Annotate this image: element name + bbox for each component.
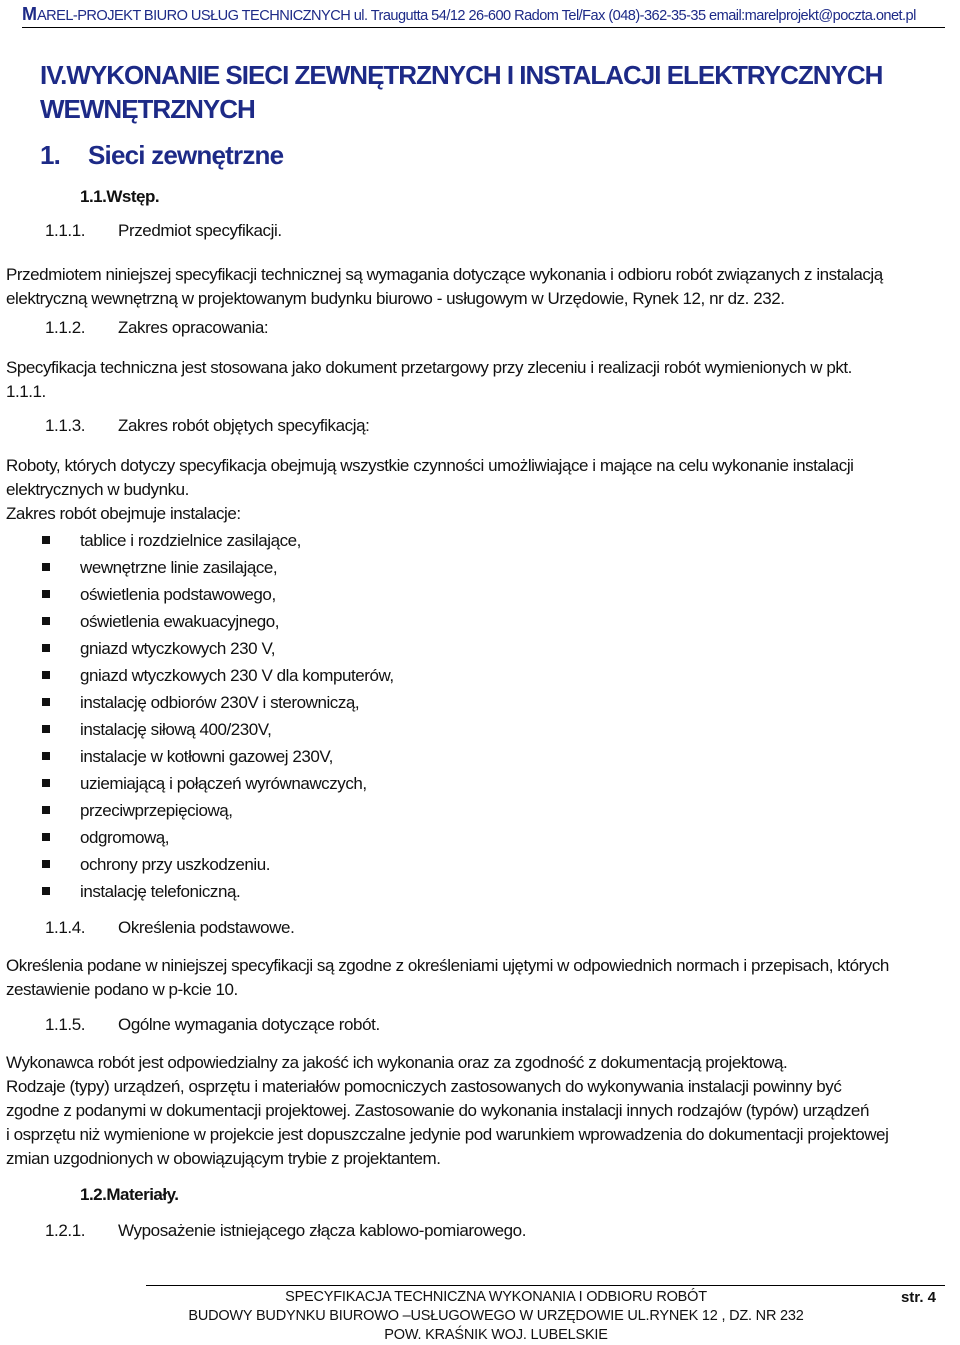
square-bullet-icon [42, 536, 50, 544]
footer-divider [146, 1285, 945, 1286]
page-number: str. 4 [900, 1289, 936, 1306]
letterhead-text: AREL-PROJEKT BIURO USŁUG TECHNICZNYCH ul. Traugutta 54/12 26-600 Radom Tel/Fax (048)-362-35-35 email:marelprojekt@poczta.onet.pl [37, 8, 916, 24]
paragraph-1-1-5 [6, 1051, 954, 1171]
footer [146, 1288, 846, 1345]
heading-1-1-2 [45, 318, 268, 338]
subchapter-heading-materials: 1.2.Materiały. [80, 1185, 179, 1204]
paragraph-line: Zakres robót obejmuje instalacje: [6, 504, 241, 523]
list-item: uziemiającą i połączeń wyrównawczych, [42, 770, 394, 797]
paragraph-line: elektrycznych w budynku. [6, 480, 189, 499]
square-bullet-icon [42, 887, 50, 895]
paragraph-1-1-3 [6, 454, 954, 526]
list-item: tablice i rozdzielnice zasilające, [42, 527, 394, 554]
heading-title: Ogólne wymagania dotyczące robót. [118, 1015, 380, 1034]
heading-number: 1.1.4. [45, 918, 86, 937]
heading-number: 1.2.1. [45, 1221, 86, 1240]
list-item: wewnętrzne linie zasilające, [42, 554, 394, 581]
heading-1-1-5 [45, 1015, 380, 1035]
square-bullet-icon [42, 590, 50, 598]
square-bullet-icon [42, 725, 50, 733]
square-bullet-icon [42, 779, 50, 787]
heading-title: Wyposażenie istniejącego złącza kablowo-pomiarowego. [118, 1221, 527, 1240]
list-item: instalację odbiorów 230V i sterowniczą, [42, 689, 394, 716]
paragraph-1-1-1 [6, 263, 954, 311]
paragraph-line: Specyfikacja techniczna jest stosowana jako dokument przetargowy przy zleceniu i realizacji robót wymienionych w pkt. [6, 358, 852, 377]
heading-1-1-1 [45, 221, 282, 241]
paragraph-line: elektryczną wewnętrzną w projektowanym budynku biurowo - usługowym w Urzędowie, Rynek 12, nr dz. 232. [6, 289, 785, 308]
footer-line: SPECYFIKACJA TECHNICZNA WYKONANIA I ODBIORU ROBÓT [285, 1289, 707, 1305]
square-bullet-icon [42, 806, 50, 814]
heading-title: Zakres opracowania: [118, 318, 269, 337]
paragraph-line: Rodzaje (typy) urządzeń, osprzętu i materiałów pomocniczych zastosowanych do wykonywania instalacji powinny być [6, 1077, 842, 1096]
heading-number: 1.1.5. [45, 1015, 86, 1034]
paragraph-line: Określenia podane w niniejszej specyfikacji są zgodne z określeniami ujętymi w odpowiednich normach i przepisach, których [6, 956, 889, 975]
square-bullet-icon [42, 644, 50, 652]
paragraph-1-1-2 [6, 356, 954, 404]
letterhead-initial: M [22, 4, 37, 24]
list-item: gniazd wtyczkowych 230 V dla komputerów, [42, 662, 394, 689]
list-item: instalacje w kotłowni gazowej 230V, [42, 743, 394, 770]
list-item: gniazd wtyczkowych 230 V, [42, 635, 394, 662]
section-title: IV.WYKONANIE SIECI ZEWNĘTRZNYCH I INSTALACJI ELEKTRYCZNYCH WEWNĘTRZNYCH [40, 60, 883, 124]
chapter-title: Sieci zewnętrzne [88, 140, 284, 170]
list-item: oświetlenia podstawowego, [42, 581, 394, 608]
heading-1-2-1 [45, 1221, 526, 1241]
paragraph-line: zestawienie podano w p-kcie 10. [6, 980, 238, 999]
heading-title: Określenia podstawowe. [118, 918, 295, 937]
letterhead [22, 4, 945, 25]
chapter-heading [40, 140, 283, 171]
square-bullet-icon [42, 563, 50, 571]
list-item: instalację siłową 400/230V, [42, 716, 394, 743]
square-bullet-icon [42, 860, 50, 868]
square-bullet-icon [42, 752, 50, 760]
square-bullet-icon [42, 617, 50, 625]
paragraph-line: Przedmiotem niniejszej specyfikacji technicznej są wymagania dotyczące wykonania i odbioru robót związanych z instalacją [6, 265, 883, 284]
paragraph-line: 1.1.1. [6, 382, 46, 401]
heading-title: Zakres robót objętych specyfikacją: [118, 416, 370, 435]
chapter-number: 1. [40, 140, 61, 170]
list-item: instalację telefoniczną. [42, 878, 394, 905]
square-bullet-icon [42, 671, 50, 679]
paragraph-1-1-4 [6, 954, 954, 1002]
footer-line: POW. KRAŚNIK WOJ. LUBELSKIE [384, 1327, 608, 1343]
footer-line: BUDOWY BUDYNKU BIUROWO –USŁUGOWEGO W URZĘDOWIE UL.RYNEK 12 , DZ. NR 232 [188, 1308, 804, 1324]
list-item: oświetlenia ewakuacyjnego, [42, 608, 394, 635]
header-divider [22, 27, 945, 28]
heading-title: Przedmiot specyfikacji. [118, 221, 282, 240]
paragraph-line: Wykonawca robót jest odpowiedzialny za jakość ich wykonania oraz za zgodność z dokumentacją projektową. [6, 1053, 788, 1072]
paragraph-line: zgodne z podanymi w dokumentacji projektowej. Zastosowanie do wykonania instalacji innych rodzajów (typów) urządzeń [6, 1101, 869, 1120]
square-bullet-icon [42, 833, 50, 841]
heading-number: 1.1.2. [45, 318, 86, 337]
installations-list [42, 527, 394, 905]
square-bullet-icon [42, 698, 50, 706]
list-item: przeciwprzepięciową, [42, 797, 394, 824]
list-item: ochrony przy uszkodzeniu. [42, 851, 394, 878]
paragraph-line: zmian uzgodnionych w obowiązującym trybie z projektantem. [6, 1149, 441, 1168]
heading-number: 1.1.3. [45, 416, 86, 435]
heading-1-1-3 [45, 416, 370, 436]
heading-number: 1.1.1. [45, 221, 86, 240]
heading-1-1-4 [45, 918, 294, 938]
subchapter-heading-intro: 1.1.Wstęp. [80, 187, 160, 206]
list-item: odgromową, [42, 824, 394, 851]
paragraph-line: i osprzętu niż wymienione w projekcie jest dopuszczalne jedynie pod warunkiem wprowadzenia do dokumentacji projektowej [6, 1125, 889, 1144]
paragraph-line: Roboty, których dotyczy specyfikacja obejmują wszystkie czynności umożliwiające i mające na celu wykonanie instalacji [6, 456, 854, 475]
